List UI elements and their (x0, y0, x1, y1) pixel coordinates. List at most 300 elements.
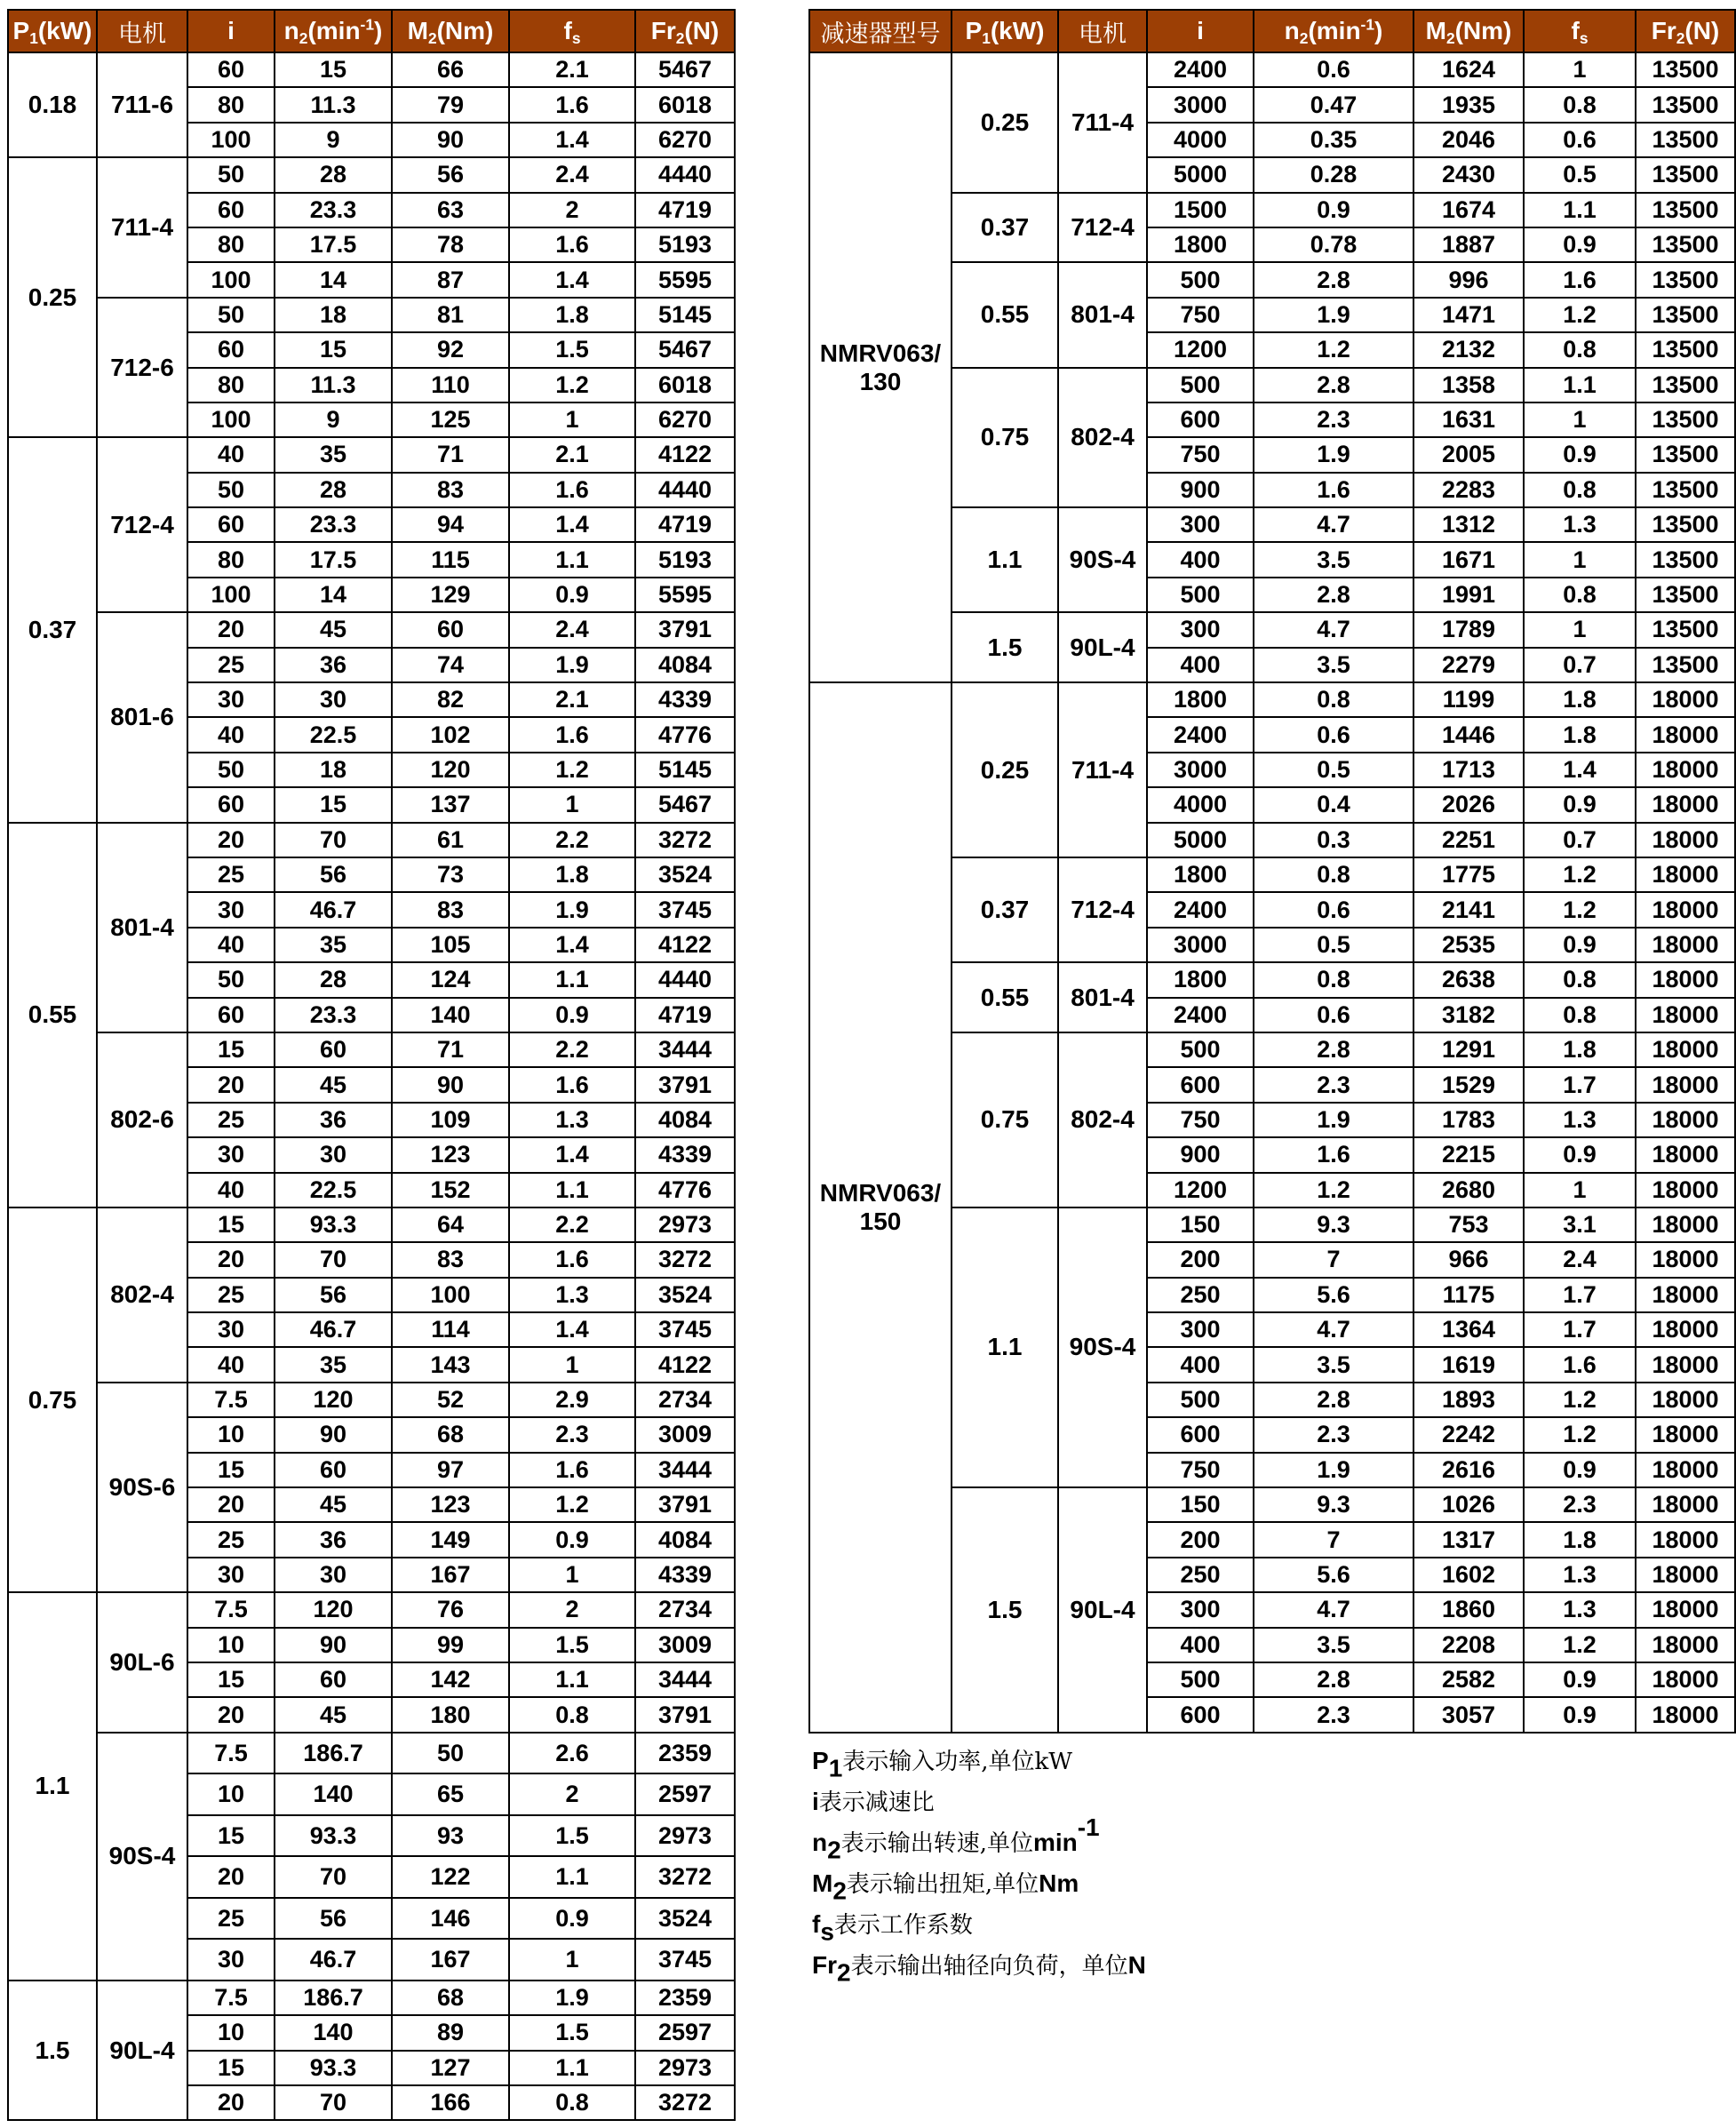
motor-cell: 802-6 (97, 1032, 187, 1207)
m2-cell: 110 (392, 368, 509, 402)
n2-cell: 2.3 (1254, 1697, 1413, 1732)
n2-cell: 35 (275, 1347, 392, 1382)
ratio-cell: 500 (1147, 1383, 1254, 1417)
fs-cell: 1.8 (509, 857, 635, 892)
fs-cell: 0.8 (1524, 578, 1636, 612)
m2-cell: 92 (392, 332, 509, 367)
legend-unit: kW (1034, 1749, 1073, 1775)
fr2-cell: 13500 (1636, 298, 1735, 332)
fs-cell: 1.4 (509, 507, 635, 542)
m2-cell: 1529 (1413, 1067, 1524, 1102)
power-cell: 0.25 (952, 682, 1058, 857)
ratio-cell: 5000 (1147, 157, 1254, 192)
m2-cell: 94 (392, 507, 509, 542)
ratio-cell: 900 (1147, 1137, 1254, 1172)
fr2-cell: 18000 (1636, 1103, 1735, 1137)
n2-cell: 93.3 (275, 2051, 392, 2085)
model-name-line1: NMRV063/ (819, 339, 942, 367)
ratio-cell: 500 (1147, 368, 1254, 402)
n2-cell: 35 (275, 437, 392, 472)
m2-cell: 1674 (1413, 193, 1524, 227)
fs-cell: 1.2 (1524, 1383, 1636, 1417)
fs-cell: 2.2 (509, 823, 635, 857)
n2-cell: 4.7 (1254, 507, 1413, 542)
n2-cell: 93.3 (275, 1207, 392, 1242)
fr2-cell: 2597 (635, 2015, 735, 2050)
legend-unit-sup: -1 (1077, 1813, 1100, 1842)
ratio-cell: 10 (187, 2015, 275, 2050)
fr2-cell: 18000 (1636, 928, 1735, 962)
fr2-cell: 6270 (635, 123, 735, 157)
m2-cell: 2141 (1413, 892, 1524, 927)
m2-cell: 78 (392, 227, 509, 262)
ratio-cell: 500 (1147, 262, 1254, 297)
motor-cell: 90S-4 (97, 1733, 187, 1981)
fs-cell: 1.8 (509, 298, 635, 332)
legend-unit: N (1127, 1951, 1146, 1979)
m2-cell: 167 (392, 1558, 509, 1592)
legend-subscript: 2 (832, 1877, 847, 1905)
ratio-cell: 300 (1147, 1312, 1254, 1347)
fs-cell: 1 (1524, 542, 1636, 577)
n2-cell: 46.7 (275, 1312, 392, 1347)
header-fs: $f_s$ (509, 10, 635, 52)
fr2-cell: 2734 (635, 1592, 735, 1627)
n2-cell: 2.3 (1254, 1417, 1413, 1452)
power-cell: 0.55 (8, 823, 97, 1207)
ratio-cell: 60 (187, 52, 275, 87)
fs-cell: 2 (509, 193, 635, 227)
motor-cell: 90S-4 (1058, 507, 1147, 612)
fs-cell: 1.1 (509, 542, 635, 577)
m2-cell: 167 (392, 1939, 509, 1981)
ratio-cell: 2400 (1147, 892, 1254, 927)
m2-cell: 152 (392, 1173, 509, 1207)
power-cell: 1.1 (8, 1592, 97, 1981)
ratio-cell: 50 (187, 962, 275, 997)
fr2-cell: 4776 (635, 717, 735, 752)
fr2-cell: 5467 (635, 787, 735, 822)
table-row (8, 298, 735, 332)
fr2-cell: 4339 (635, 1137, 735, 1172)
fs-cell: 0.9 (1524, 1137, 1636, 1172)
ratio-cell: 750 (1147, 437, 1254, 472)
m2-cell: 52 (392, 1383, 509, 1417)
ratio-cell: 30 (187, 892, 275, 927)
m2-cell: 99 (392, 1628, 509, 1662)
fs-cell: 1.6 (1524, 1347, 1636, 1382)
motor-cell: 712-4 (97, 437, 187, 612)
fs-cell: 1.3 (1524, 507, 1636, 542)
n2-cell: 1.9 (1254, 1453, 1413, 1487)
fr2-cell: 13500 (1636, 227, 1735, 262)
m2-cell: 114 (392, 1312, 509, 1347)
n2-cell: 0.6 (1254, 52, 1413, 87)
m2-cell: 1789 (1413, 612, 1524, 647)
ratio-cell: 50 (187, 753, 275, 787)
power-cell: 0.37 (952, 193, 1058, 263)
fs-cell: 0.9 (1524, 1662, 1636, 1697)
ratio-cell: 600 (1147, 1417, 1254, 1452)
legend-text: 表示工作系数 (833, 1912, 973, 1939)
ratio-cell: 15 (187, 1815, 275, 1857)
legend-subscript: s (820, 1917, 834, 1946)
m2-cell: 87 (392, 262, 509, 297)
fs-cell: 1.6 (509, 1453, 635, 1487)
n2-cell: 15 (275, 52, 392, 87)
fr2-cell: 2597 (635, 1773, 735, 1815)
fs-cell: 1.6 (509, 473, 635, 507)
ratio-cell: 1800 (1147, 227, 1254, 262)
fr2-cell: 4122 (635, 437, 735, 472)
m2-cell: 73 (392, 857, 509, 892)
ratio-cell: 80 (187, 542, 275, 577)
table-row (8, 1207, 735, 1242)
n2-cell: 2.8 (1254, 578, 1413, 612)
fr2-cell: 18000 (1636, 1487, 1735, 1522)
fs-cell: 1.5 (509, 332, 635, 367)
fs-cell: 1.1 (509, 962, 635, 997)
n2-cell: 4.7 (1254, 612, 1413, 647)
header-ratio: i (1147, 10, 1254, 52)
m2-cell: 149 (392, 1522, 509, 1557)
m2-cell: 1619 (1413, 1347, 1524, 1382)
n2-cell: 2.8 (1254, 1032, 1413, 1067)
n2-cell: 56 (275, 857, 392, 892)
ratio-cell: 10 (187, 1773, 275, 1815)
ratio-cell: 600 (1147, 1067, 1254, 1102)
n2-cell: 17.5 (275, 542, 392, 577)
n2-cell: 0.9 (1254, 193, 1413, 227)
ratio-cell: 50 (187, 473, 275, 507)
n2-cell: 9.3 (1254, 1207, 1413, 1242)
fs-cell: 1 (1524, 1173, 1636, 1207)
model-cell (809, 52, 952, 682)
header-m2: $M_2(Nm)$ (392, 10, 509, 52)
ratio-cell: 10 (187, 1628, 275, 1662)
n2-cell: 30 (275, 1558, 392, 1592)
fs-cell: 2.2 (509, 1032, 635, 1067)
ratio-cell: 300 (1147, 1592, 1254, 1627)
ratio-cell: 15 (187, 1662, 275, 1697)
fr2-cell: 4084 (635, 648, 735, 682)
fs-cell: 1.8 (1524, 1522, 1636, 1557)
m2-cell: 2046 (1413, 123, 1524, 157)
legend-line (812, 1864, 1146, 1905)
fr2-cell: 3272 (635, 1856, 735, 1898)
fs-cell: 1.2 (1524, 892, 1636, 927)
fr2-cell: 13500 (1636, 157, 1735, 192)
n2-cell: 60 (275, 1032, 392, 1067)
fs-cell: 1.9 (509, 1981, 635, 2015)
n2-cell: 36 (275, 1103, 392, 1137)
n2-cell: 15 (275, 332, 392, 367)
power-cell: 0.55 (952, 262, 1058, 367)
m2-cell: 1713 (1413, 753, 1524, 787)
m2-cell: 74 (392, 648, 509, 682)
m2-cell: 81 (392, 298, 509, 332)
m2-cell: 2242 (1413, 1417, 1524, 1452)
fr2-cell: 3745 (635, 1312, 735, 1347)
ratio-cell: 80 (187, 227, 275, 262)
n2-cell: 93.3 (275, 1815, 392, 1857)
fs-cell: 1.1 (1524, 368, 1636, 402)
n2-cell: 18 (275, 298, 392, 332)
fs-cell: 1 (509, 1347, 635, 1382)
n2-cell: 46.7 (275, 892, 392, 927)
n2-cell: 0.8 (1254, 682, 1413, 717)
fs-cell: 1.3 (509, 1103, 635, 1137)
fr2-cell: 18000 (1636, 998, 1735, 1032)
ratio-cell: 40 (187, 717, 275, 752)
n2-cell: 0.6 (1254, 717, 1413, 752)
fs-cell: 1 (1524, 612, 1636, 647)
table-row (8, 52, 735, 87)
fr2-cell: 4084 (635, 1103, 735, 1137)
fr2-cell: 18000 (1636, 962, 1735, 997)
fr2-cell: 4339 (635, 1558, 735, 1592)
motor-cell: 801-6 (97, 612, 187, 822)
n2-cell: 11.3 (275, 368, 392, 402)
n2-cell: 0.8 (1254, 962, 1413, 997)
n2-cell: 15 (275, 787, 392, 822)
header-n2: $n_2(\min^{-1})$ (1254, 10, 1413, 52)
ratio-cell: 300 (1147, 612, 1254, 647)
m2-cell: 1312 (1413, 507, 1524, 542)
n2-cell: 0.8 (1254, 857, 1413, 892)
ratio-cell: 1800 (1147, 962, 1254, 997)
n2-cell: 5.6 (1254, 1558, 1413, 1592)
fs-cell: 2.2 (509, 1207, 635, 1242)
table-row (8, 157, 735, 192)
legend-text: 表示输入功率,单位 (842, 1749, 1035, 1775)
motor-cell: 801-4 (97, 823, 187, 1032)
fs-cell: 1 (509, 402, 635, 437)
header-n2: $n_2(\min^{-1})$ (275, 10, 392, 52)
legend-text: 表示输出转速,单位 (840, 1830, 1033, 1857)
power-cell: 1.1 (952, 1207, 1058, 1487)
m2-cell: 83 (392, 1242, 509, 1277)
fr2-cell: 3524 (635, 1898, 735, 1940)
m2-cell: 56 (392, 157, 509, 192)
fr2-cell: 3745 (635, 892, 735, 927)
motor-cell: 711-6 (97, 52, 187, 157)
fs-cell: 0.9 (1524, 437, 1636, 472)
m2-cell: 1026 (1413, 1487, 1524, 1522)
motor-cell: 90S-6 (97, 1383, 187, 1592)
fs-cell: 1.1 (1524, 193, 1636, 227)
m2-cell: 143 (392, 1347, 509, 1382)
fr2-cell: 13500 (1636, 648, 1735, 682)
fs-cell: 2.4 (509, 612, 635, 647)
n2-cell: 0.28 (1254, 157, 1413, 192)
n2-cell: 46.7 (275, 1939, 392, 1981)
right-rating-table (808, 9, 1736, 1733)
header-ratio: i (187, 10, 275, 52)
fr2-cell: 13500 (1636, 262, 1735, 297)
fs-cell: 0.9 (1524, 1453, 1636, 1487)
fs-cell: 0.7 (1524, 823, 1636, 857)
fs-cell: 0.9 (1524, 1697, 1636, 1732)
m2-cell: 2005 (1413, 437, 1524, 472)
motor-cell: 711-4 (97, 157, 187, 298)
fs-cell: 1.6 (509, 1242, 635, 1277)
fs-cell: 2.3 (509, 1417, 635, 1452)
m2-cell: 61 (392, 823, 509, 857)
ratio-cell: 50 (187, 298, 275, 332)
left-table-body (8, 52, 735, 2120)
n2-cell: 2.3 (1254, 402, 1413, 437)
ratio-cell: 4000 (1147, 787, 1254, 822)
fr2-cell: 18000 (1636, 1383, 1735, 1417)
fs-cell: 1.3 (1524, 1592, 1636, 1627)
ratio-cell: 80 (187, 87, 275, 122)
fs-cell: 1.3 (1524, 1558, 1636, 1592)
power-cell: 1.5 (952, 1487, 1058, 1733)
ratio-cell: 25 (187, 1278, 275, 1312)
m2-cell: 966 (1413, 1242, 1524, 1277)
header-motor: 电机 (1058, 10, 1147, 52)
ratio-cell: 100 (187, 578, 275, 612)
m2-cell: 68 (392, 1417, 509, 1452)
m2-cell: 1175 (1413, 1278, 1524, 1312)
fr2-cell: 4084 (635, 1522, 735, 1557)
m2-cell: 66 (392, 52, 509, 87)
n2-cell: 5.6 (1254, 1278, 1413, 1312)
fr2-cell: 4440 (635, 157, 735, 192)
n2-cell: 22.5 (275, 717, 392, 752)
m2-cell: 1887 (1413, 227, 1524, 262)
ratio-cell: 30 (187, 1312, 275, 1347)
fr2-cell: 5595 (635, 262, 735, 297)
n2-cell: 28 (275, 473, 392, 507)
motor-cell: 712-4 (1058, 193, 1147, 263)
n2-cell: 0.78 (1254, 227, 1413, 262)
motor-cell: 90L-4 (1058, 1487, 1147, 1733)
n2-cell: 2.8 (1254, 1662, 1413, 1697)
model-name-line1: NMRV063/ (819, 1178, 942, 1207)
fs-cell: 1 (1524, 402, 1636, 437)
fr2-cell: 13500 (1636, 332, 1735, 367)
m2-cell: 137 (392, 787, 509, 822)
n2-cell: 70 (275, 2085, 392, 2120)
legend-text: 表示输出轴径向负荷，单位 (850, 1953, 1128, 1980)
fr2-cell: 18000 (1636, 1662, 1735, 1697)
m2-cell: 1471 (1413, 298, 1524, 332)
fr2-cell: 18000 (1636, 1347, 1735, 1382)
ratio-cell: 600 (1147, 402, 1254, 437)
m2-cell: 129 (392, 578, 509, 612)
fr2-cell: 3745 (635, 1939, 735, 1981)
m2-cell: 93 (392, 1815, 509, 1857)
fr2-cell: 13500 (1636, 473, 1735, 507)
legend-symbol: i (812, 1788, 819, 1815)
fr2-cell: 18000 (1636, 717, 1735, 752)
table-row (8, 612, 735, 647)
m2-cell: 50 (392, 1733, 509, 1774)
fr2-cell: 13500 (1636, 87, 1735, 122)
motor-cell: 90S-4 (1058, 1207, 1147, 1487)
left-rating-table (7, 9, 736, 2121)
fs-cell: 0.8 (1524, 87, 1636, 122)
table-row (809, 52, 1735, 87)
fs-cell: 1.7 (1524, 1312, 1636, 1347)
n2-cell: 7 (1254, 1242, 1413, 1277)
ratio-cell: 7.5 (187, 1383, 275, 1417)
ratio-cell: 400 (1147, 648, 1254, 682)
fr2-cell: 18000 (1636, 1453, 1735, 1487)
m2-cell: 1602 (1413, 1558, 1524, 1592)
model-name-line2: 130 (859, 367, 902, 395)
ratio-cell: 15 (187, 1032, 275, 1067)
fr2-cell: 18000 (1636, 823, 1735, 857)
fs-cell: 1.6 (509, 87, 635, 122)
fs-cell: 1 (509, 787, 635, 822)
power-cell: 1.5 (8, 1981, 97, 2121)
n2-cell: 0.47 (1254, 87, 1413, 122)
table-row (8, 1592, 735, 1627)
fr2-cell: 5595 (635, 578, 735, 612)
n2-cell: 70 (275, 823, 392, 857)
fr2-cell: 18000 (1636, 1417, 1735, 1452)
fs-cell: 1.4 (1524, 753, 1636, 787)
fs-cell: 1.3 (509, 1278, 635, 1312)
fr2-cell: 2973 (635, 1207, 735, 1242)
m2-cell: 90 (392, 1067, 509, 1102)
n2-cell: 70 (275, 1856, 392, 1898)
fr2-cell: 2359 (635, 1733, 735, 1774)
fr2-cell: 13500 (1636, 52, 1735, 87)
m2-cell: 63 (392, 193, 509, 227)
m2-cell: 1783 (1413, 1103, 1524, 1137)
m2-cell: 2535 (1413, 928, 1524, 962)
fr2-cell: 3444 (635, 1453, 735, 1487)
fr2-cell: 13500 (1636, 123, 1735, 157)
ratio-cell: 500 (1147, 578, 1254, 612)
n2-cell: 56 (275, 1898, 392, 1940)
fr2-cell: 3524 (635, 857, 735, 892)
fr2-cell: 4719 (635, 507, 735, 542)
fr2-cell: 18000 (1636, 1592, 1735, 1627)
fs-cell: 1.4 (509, 928, 635, 962)
n2-cell: 1.6 (1254, 1137, 1413, 1172)
ratio-cell: 7.5 (187, 1733, 275, 1774)
fs-cell: 1.6 (509, 717, 635, 752)
fs-cell: 1.2 (509, 368, 635, 402)
n2-cell: 45 (275, 1067, 392, 1102)
ratio-cell: 2400 (1147, 998, 1254, 1032)
fr2-cell: 18000 (1636, 1173, 1735, 1207)
fr2-cell: 18000 (1636, 1278, 1735, 1312)
motor-cell: 802-4 (1058, 1032, 1147, 1207)
m2-cell: 1935 (1413, 87, 1524, 122)
fr2-cell: 2734 (635, 1383, 735, 1417)
fs-cell: 3.1 (1524, 1207, 1636, 1242)
m2-cell: 76 (392, 1592, 509, 1627)
fs-cell: 1.1 (509, 1173, 635, 1207)
fs-cell: 2.1 (509, 437, 635, 472)
ratio-cell: 3000 (1147, 87, 1254, 122)
ratio-cell: 3000 (1147, 928, 1254, 962)
ratio-cell: 60 (187, 332, 275, 367)
m2-cell: 1364 (1413, 1312, 1524, 1347)
ratio-cell: 200 (1147, 1522, 1254, 1557)
fs-cell: 0.9 (1524, 227, 1636, 262)
fs-cell: 1.4 (509, 1137, 635, 1172)
power-cell: 0.37 (952, 857, 1058, 962)
header-model: 减速器型号 (809, 10, 952, 52)
ratio-cell: 7.5 (187, 1592, 275, 1627)
